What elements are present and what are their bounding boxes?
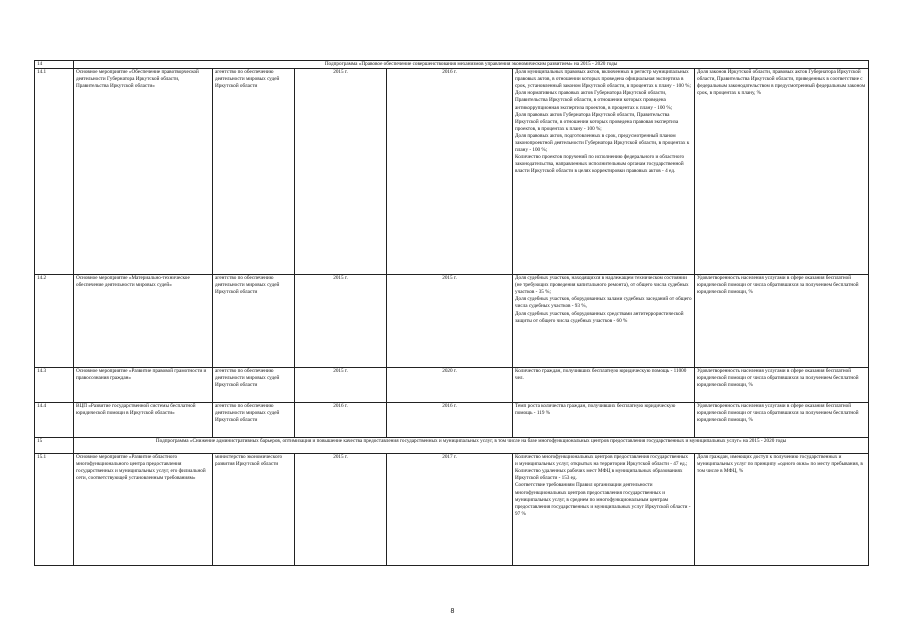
table-row-15-1: [35, 454, 869, 566]
indicators-cell: [513, 368, 695, 403]
row-number: 14.2: [35, 275, 74, 368]
executor: агентство по обеспечению деятельности мировых судей Иркутской области: [213, 69, 295, 275]
end-year: 2020 г.: [387, 368, 513, 403]
section-row-14: [35, 61, 869, 69]
indicator: Доля правовых актов Губернатора Иркутской области, Правительства Иркутской области, в отношении которых проведена правовая экспертиза проектов, в процентах к плану - 100 %;: [515, 111, 679, 132]
indicator: Количество граждан, получивших бесплатную юридическую помощь - 11000 чел.: [515, 368, 687, 382]
section-title: Подпрограмма «Правовое обеспечение совершенствования механизмов управления экономическим развитием» на 2015 - 2020 годы: [74, 61, 869, 69]
indicator: Доля судебных участков, оборудованных залами судебных заседаний от общего числа судебных участков - 93 %,: [515, 296, 692, 310]
indicators-cell: [513, 454, 695, 566]
row-number: 14.1: [35, 69, 74, 275]
measure-name: Основное мероприятие «Развитие областного многофункционального центра предоставления государственных и муниципальных услуг, его филиальной сети, соответствующей установленным требованиям»: [74, 454, 213, 566]
program-table: [34, 60, 869, 566]
section-title: Подпрограмма «Снижение административных барьеров, оптимизация и повышение качества предоставления государственных и муниципальных услуг, в том числе на базе многофункциональных центров предоставления государственных и муниципальных услуг» на 2015 - 2020 годы: [74, 438, 869, 454]
executor: агентство по обеспечению деятельности мировых судей Иркутской области: [213, 275, 295, 368]
table-row-14-2: [35, 275, 869, 368]
start-year: 2015 г.: [295, 454, 387, 566]
executor: агентство по обеспечению деятельности мировых судей Иркутской области: [213, 368, 295, 403]
indicator: Количество удаленных рабочих мест МФЦ в муниципальных образованиях Иркутской области - 153 ед.: [515, 468, 683, 482]
indicator: Количество многофункциональных центров предоставления государственных и муниципальных услуг, открытых на территории Иркутской области - 47 ед.;: [515, 454, 688, 468]
indicator: Доля муниципальных правовых актов, включенных в регистр муниципальных правовых актов, в отношении которых проведена официальная экспертиза в срок, установленный законом Иркутской области, в процентах к плану - 100 %;: [515, 69, 691, 90]
measure-name: Основное мероприятие «Обеспечение правотворческой деятельности Губернатора Иркутской области, Правительства Иркутской области»: [74, 69, 213, 275]
indicator: Доля нормативных правовых актов Губернатора Иркутской области, Правительства Иркутской области, в отношении которых проведена антикоррупционная экспертиза проектов, в процентах к плану - 100 %;: [515, 90, 673, 111]
row-number: 15.1: [35, 454, 74, 566]
executor: агентство по обеспечению деятельности мировых судей Иркутской области: [213, 403, 295, 438]
indicators-cell: [513, 275, 695, 368]
indicator: Доля судебных участков, оборудованных средствами антитеррористической защиты от общего числа судебных участков - 60 %: [515, 310, 684, 324]
end-year: 2017 г.: [387, 454, 513, 566]
measure-name: ВЦП «Развитие государственной системы бесплатной юридической помощи в Иркутской области»: [74, 403, 213, 438]
table-row-14-1: [35, 69, 869, 275]
start-year: 2015 г.: [295, 275, 387, 368]
row-number: 14.3: [35, 368, 74, 403]
end-year: 2015 г.: [387, 275, 513, 368]
row-number: 14.4: [35, 403, 74, 438]
section-number: 14: [35, 61, 74, 69]
measure-name: Основное мероприятие «Развитие правовой грамотности и правосознания граждан»: [74, 368, 213, 403]
indicators-cell: [513, 69, 695, 275]
indicator: Темп роста количества граждан, получивших бесплатную юридическую помощь - 119 %: [515, 403, 676, 417]
indicator: Доля правовых актов, подготовленных в срок, предусмотренный планом законопроектной деятельности Губернатора Иркутской области, в процентах к плану - 100 %;: [515, 132, 690, 154]
end-year: 2016 г.: [387, 403, 513, 438]
indicator: Доля судебных участков, находящихся в надлежащем техническом состоянии (не требующих проведения капитального ремонта), от общего числа судебных участков - 35 %;: [515, 275, 689, 296]
table-row-14-3: [35, 368, 869, 403]
start-year: 2015 г.: [295, 368, 387, 403]
target-indicator: Удовлетворенность населения услугами в сфере оказания бесплатной юридической помощи от числа обратившихся за получением бесплатной юридической помощи, %: [695, 403, 869, 438]
target-indicator: Удовлетворенность населения услугами в сфере оказания бесплатной юридической помощи от числа обратившихся за получением бесплатной юридической помощи, %: [695, 275, 869, 368]
indicators-cell: [513, 403, 695, 438]
end-year: 2016 г.: [387, 69, 513, 275]
executor: министерство экономического развития Иркутской области: [213, 454, 295, 566]
target-indicator: Доля законов Иркутской области, правовых актов Губернатора Иркутской области, Правительства Иркутской области, приведенных в соответствие с федеральным законодательством в предусмотренный федеральным законом срок, в процентах к плану, %: [695, 69, 869, 275]
page-number: 8: [450, 608, 455, 615]
table-row-14-4: [35, 403, 869, 438]
section-number: 15: [35, 438, 74, 454]
target-indicator: Доля граждан, имеющих доступ к получению государственных и муниципальных услуг по принципу «одного окна» по месту пребывания, в том числе в МФЦ, %: [695, 454, 869, 566]
section-row-15: [35, 438, 869, 454]
start-year: 2016 г.: [295, 403, 387, 438]
measure-name: Основное мероприятие «Материально-техническое обеспечение деятельности мировых судей»: [74, 275, 213, 368]
indicator: Соответствие требованиям Правил организации деятельности многофункциональных центров предоставления государственных и муниципальных услуг, в среднем по многофункциональным центрам предоставления государственных и муниципальных услуг Иркутской области - 97 %: [515, 482, 691, 517]
start-year: 2015 г.: [295, 69, 387, 275]
indicator: Количество проектов поручений по исполнению федерального и областного законодательства, направленных исполнительным органам государственной власти Иркутской области в целях корректировки правовых актов - 4 ед.: [515, 154, 685, 175]
target-indicator: Удовлетворенность населения услугами в сфере оказания бесплатной юридической помощи от числа обратившихся за получением бесплатной юридической помощи, %: [695, 368, 869, 403]
